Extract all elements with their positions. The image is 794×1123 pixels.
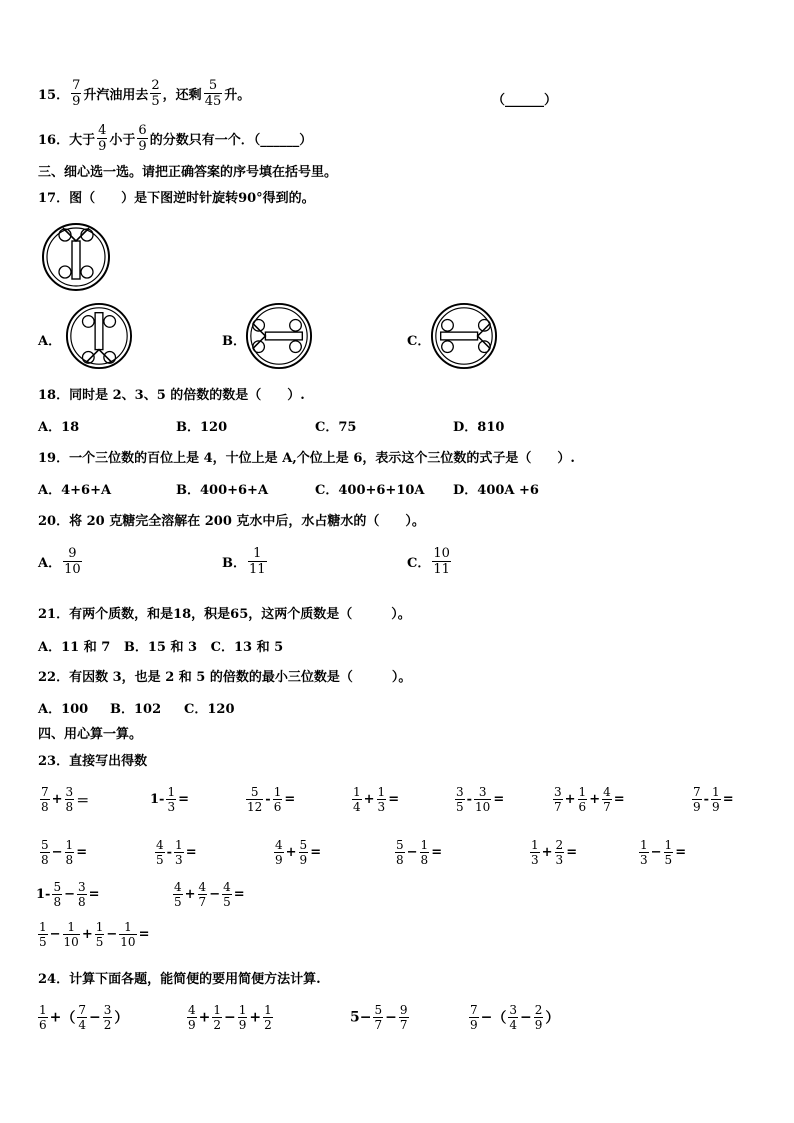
option-b[interactable]: B．120 bbox=[176, 420, 228, 435]
calc-item: 5− $\frac{5}{7}$ − $\frac{9}{7}$ bbox=[350, 1003, 408, 1032]
question-21: 21．有两个质数，和是18，积是65，这两个质数是（ ）。 bbox=[38, 607, 411, 622]
calc-item: $\frac{1}{5}$ − $\frac{1}{10}$ + $\frac{1}{5}$ − $\frac{1}{10}$ = bbox=[39, 920, 150, 949]
fraction: $\frac{5}{45}$ bbox=[204, 78, 222, 109]
calc-item: $\frac{4}{5}$ - $\frac{1}{3}$ = bbox=[156, 838, 197, 867]
option-a[interactable]: A．4+6+A bbox=[38, 483, 112, 498]
calc-item: 1- $\frac{5}{8}$ − $\frac{3}{8}$ = bbox=[36, 880, 100, 909]
calc-item: $\frac{3}{5}$ - $\frac{3}{10}$ = bbox=[456, 785, 505, 814]
option-b[interactable]: B．102 bbox=[110, 702, 162, 717]
option-c[interactable]: C．400+6+10A bbox=[315, 483, 425, 498]
calc-item: $\frac{1}{6}$ +（ $\frac{7}{4}$ − $\frac{3}{2}$ ） bbox=[39, 1003, 129, 1032]
calc-item: $\frac{5}{8}$ − $\frac{1}{8}$ = bbox=[396, 838, 443, 867]
option-c[interactable]: C． $\frac{10}{11}$ bbox=[407, 546, 450, 577]
fraction: $\frac{6}{9}$ bbox=[138, 123, 147, 154]
option-b[interactable]: B．400+6+A bbox=[176, 483, 269, 498]
option-c[interactable]: C．75 bbox=[315, 420, 357, 435]
option-b-figure-icon[interactable] bbox=[245, 302, 313, 370]
option-c[interactable]: C．120 bbox=[184, 702, 235, 717]
fraction: $\frac{4}{9}$ bbox=[98, 123, 107, 154]
calc-item: 1- $\frac{1}{3}$ = bbox=[150, 785, 189, 814]
fraction: $\frac{9}{10}$ bbox=[64, 546, 81, 577]
option-a[interactable]: A．100 bbox=[38, 702, 89, 717]
option-c-label[interactable]: C． bbox=[407, 334, 431, 349]
calc-item: $\frac{3}{7}$ + $\frac{1}{6}$ + $\frac{4}{7}$ = bbox=[554, 785, 625, 814]
calc-item: $\frac{7}{9}$ −（ $\frac{3}{4}$ − $\frac{2}{9}$ ） bbox=[470, 1003, 560, 1032]
calc-item: $\frac{4}{5}$ + $\frac{4}{7}$ − $\frac{4}{5}$ = bbox=[174, 880, 245, 909]
option-a-label[interactable]: A． bbox=[38, 334, 62, 349]
option-a[interactable]: A．18 bbox=[38, 420, 80, 435]
fraction: $\frac{2}{5}$ bbox=[151, 78, 160, 109]
option-d[interactable]: D．810 bbox=[453, 420, 505, 435]
calc-item: $\frac{1}{3}$ − $\frac{1}{5}$ = bbox=[640, 838, 687, 867]
calc-item: $\frac{5}{12}$ - $\frac{1}{6}$ = bbox=[247, 785, 296, 814]
question-19: 19．一个三位数的百位上是 4，十位上是 A,个位上是 6，表示这个三位数的式子是（ ）. bbox=[38, 451, 575, 466]
calc-item: $\frac{5}{8}$ − $\frac{1}{8}$ = bbox=[41, 838, 88, 867]
calc-item: $\frac{1}{4}$ + $\frac{1}{3}$ = bbox=[353, 785, 400, 814]
calc-item: $\frac{1}{3}$ + $\frac{2}{3}$ = bbox=[531, 838, 578, 867]
question-17: 17．图（ ）是下图逆时针旋转90°得到的。 bbox=[38, 191, 315, 206]
option-a[interactable]: A． $\frac{9}{10}$ bbox=[38, 546, 81, 577]
option-a-figure-icon[interactable] bbox=[65, 302, 133, 370]
section-3-heading: 三、细心选一选。请把正确答案的序号填在括号里。 bbox=[38, 165, 338, 180]
fraction: $\frac{10}{11}$ bbox=[433, 546, 450, 577]
question-18: 18．同时是 2、3、5 的倍数的数是（ ）. bbox=[38, 388, 305, 403]
option-b[interactable]: B． $\frac{1}{11}$ bbox=[222, 546, 266, 577]
fraction: $\frac{1}{11}$ bbox=[249, 546, 266, 577]
question-15: 15． $\frac{7}{9}$ 升汽油用去 $\frac{2}{5}$ ，还剩 $\frac{5}{45}$ 升。 bbox=[38, 78, 251, 109]
question-23: 23．直接写出得数 bbox=[38, 754, 148, 769]
original-figure-icon bbox=[41, 222, 111, 292]
calc-item: $\frac{7}{8}$ + $\frac{3}{8}$ ＝ bbox=[41, 785, 90, 814]
calc-item: $\frac{4}{9}$ + $\frac{1}{2}$ − $\frac{1}{9}$ + $\frac{1}{2}$ bbox=[188, 1003, 272, 1032]
calc-item: $\frac{7}{9}$ - $\frac{1}{9}$ = bbox=[693, 785, 734, 814]
option-d[interactable]: D．400A +6 bbox=[453, 483, 539, 498]
options-row[interactable]: A．11 和 7 B．15 和 3 C．13 和 5 bbox=[38, 640, 284, 655]
question-22: 22．有因数 3，也是 2 和 5 的倍数的最小三位数是（ ）。 bbox=[38, 670, 412, 685]
section-4-heading: 四、用心算一算。 bbox=[38, 727, 143, 742]
answer-blank-15[interactable]: （______） bbox=[492, 93, 558, 108]
fraction: $\frac{7}{9}$ bbox=[72, 78, 81, 109]
question-24: 24．计算下面各题，能简便的要用简便方法计算. bbox=[38, 972, 321, 987]
calc-item: $\frac{4}{9}$ + $\frac{5}{9}$ = bbox=[275, 838, 322, 867]
question-16: 16．大于 $\frac{4}{9}$ 小于 $\frac{6}{9}$ 的分数只有一个．（______） bbox=[38, 123, 313, 154]
question-20: 20．将 20 克糖完全溶解在 200 克水中后，水占糖水的（ ）。 bbox=[38, 514, 425, 529]
option-c-figure-icon[interactable] bbox=[430, 302, 498, 370]
option-b-label[interactable]: B． bbox=[222, 334, 246, 349]
